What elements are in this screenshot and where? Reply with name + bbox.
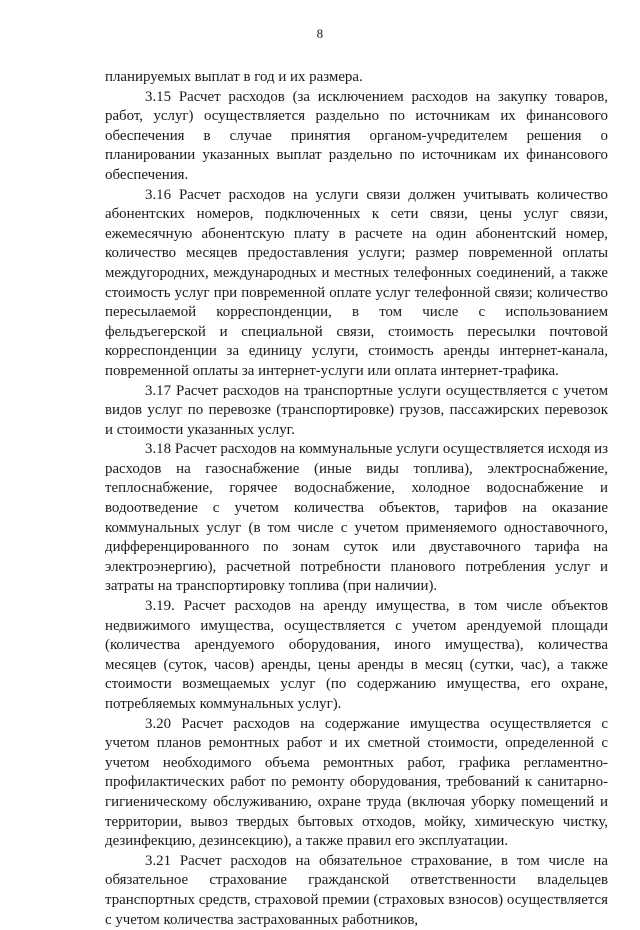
paragraph-3-21: 3.21 Расчет расходов на обязательное страхование, в том числе на обязательное страхование гражданской ответственности владельцев транспортных средств, страховой премии (страховых взносов) осуществляется с учетом количества застрахованных работников, bbox=[105, 852, 608, 928]
paragraph-3-16: 3.16 Расчет расходов на услуги связи должен учитывать количество абонентских номеров, подключенных к сети связи, цены услуг связи, ежемесячную абонентскую плату в расчете на один абонентский номер, количество месяцев предоставления услуги; размер повременной оплаты междугородних, международных и местных телефонных соединений, а также стоимость услуг при повременной оплате услуг телефонной связи; количество пересылаемой корреспонденции, в том числе с использованием фельдъегерской и специальной связи, стоимость пересылки почтовой корреспонденции за единицу услуги, стоимость аренды интернет-канала, повременной оплаты за интернет-услуги или оплата интернет-трафика. bbox=[105, 186, 608, 379]
paragraph-3-19: 3.19. Расчет расходов на аренду имущества, в том числе объектов недвижимого имущества, осуществляется с учетом арендуемой площади (количества арендуемого оборудования, иного имущества), количества месяцев (суток, часов) аренды, цены аренды в месяц (сутки, час), а также стоимости возмещаемых услуг (по содержанию имущества, его охране, потребляемых коммунальных услуг). bbox=[105, 598, 608, 712]
paragraph-3-20: 3.20 Расчет расходов на содержание имущества осуществляется с учетом планов ремонтных работ и их сметной стоимости, определенной с учетом необходимого объема ремонтных работ, графика регламентно-профилактических работ по ремонту оборудования, требований к санитарно-гигиеническому обслуживанию, охране труда (включая уборку помещений и территории, вывоз твердых бытовых отходов, мойку, химическую чистку, дезинфекцию, дезинсекцию), а также правил его эксплуатации. bbox=[105, 715, 608, 850]
paragraph-continuation: планируемых выплат в год и их размера. bbox=[105, 69, 363, 85]
paragraph-3-18: 3.18 Расчет расходов на коммунальные услуги осуществляется исходя из расходов на газоснабжение (иные виды топлива), электроснабжение, теплоснабжение, горячее водоснабжение, холодное водоснабжение и водоотведение с учетом количества объектов, тарифов на оказание коммунальных услуг (в том числе с учетом применяемого одноставочного, дифференцированного по зонам суток или двуставочного тарифа на электроэнергию), расчетной потребности планового потребления услуг и затраты на транспортировку топлива (при наличии). bbox=[105, 441, 608, 595]
document-body bbox=[105, 68, 608, 930]
paragraph-3-15: 3.15 Расчет расходов (за исключением расходов на закупку товаров, работ, услуг) осуществляется раздельно по источникам их финансового обеспечения в случае принятия органом-учредителем решения о планировании указанных выплат раздельно по источникам их финансового обеспечения. bbox=[105, 88, 608, 183]
page-number: 8 bbox=[316, 26, 324, 41]
paragraph-3-17: 3.17 Расчет расходов на транспортные услуги осуществляется с учетом видов услуг по перевозке (транспортировке) грузов, пассажирских перевозок и стоимости указанных услуг. bbox=[105, 382, 608, 438]
